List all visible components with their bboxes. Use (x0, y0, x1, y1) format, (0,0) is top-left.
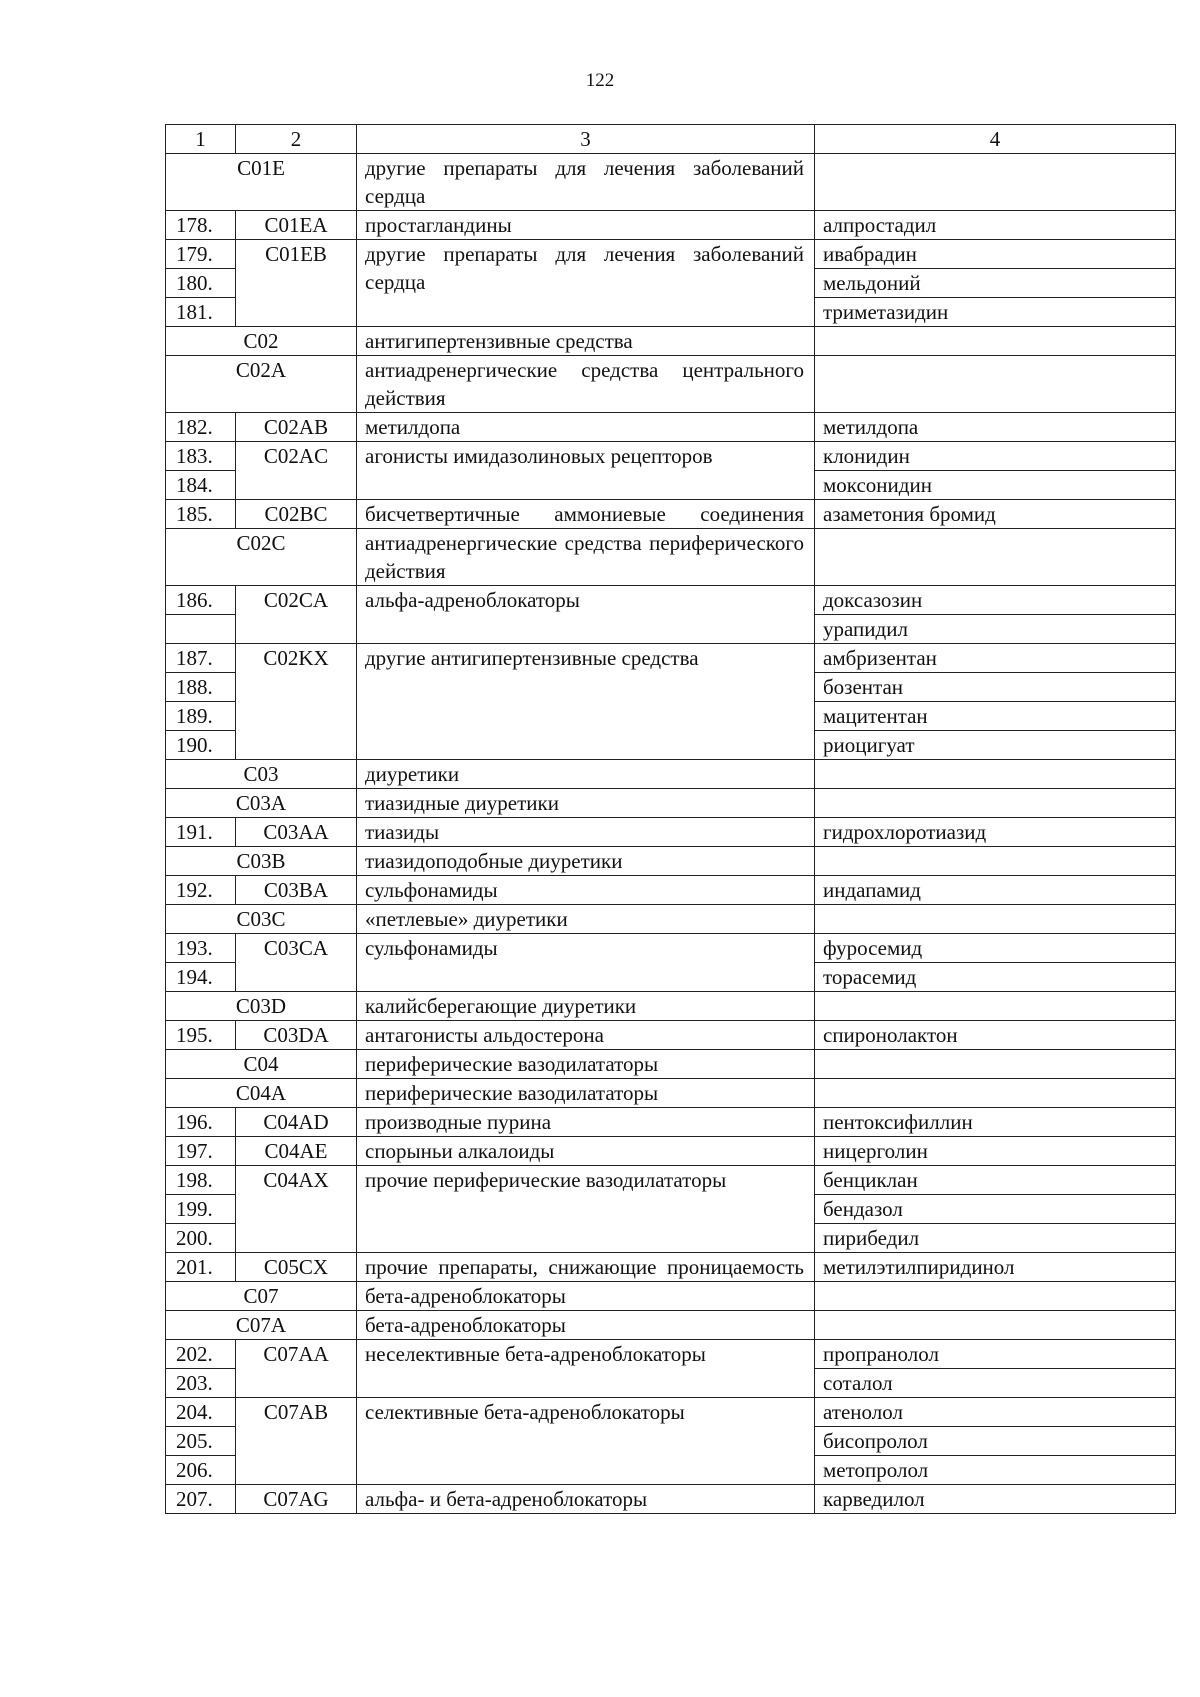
column-header: 3 (357, 125, 815, 154)
column-header: 1 (166, 125, 236, 154)
group-row (166, 1311, 1176, 1340)
row-number: 184. (166, 471, 236, 500)
drug-name: метопролол (815, 1456, 1176, 1485)
group-code: C07 (166, 1282, 357, 1311)
column-header: 4 (815, 125, 1176, 154)
description: бисчетвертичные аммониевые соединения (357, 500, 815, 529)
atc-code: C04AX (236, 1166, 357, 1253)
table-row (166, 1108, 1176, 1137)
drug-name: торасемид (815, 963, 1176, 992)
description: бета-адреноблокаторы (357, 1311, 815, 1340)
description: периферические вазодилататоры (357, 1079, 815, 1108)
group-code: C03B (166, 847, 357, 876)
drug-name: атенолол (815, 1398, 1176, 1427)
table-row (166, 413, 1176, 442)
row-number: 198. (166, 1166, 236, 1195)
drug-name: доксазозин (815, 586, 1176, 615)
atc-code: C03BA (236, 876, 357, 905)
drug-name (815, 992, 1176, 1021)
atc-code: C03DA (236, 1021, 357, 1050)
description: простагландины (357, 211, 815, 240)
group-row (166, 905, 1176, 934)
table-row (166, 1485, 1176, 1514)
group-row (166, 1079, 1176, 1108)
drug-name (815, 356, 1176, 413)
row-number: 180. (166, 269, 236, 298)
row-number: 195. (166, 1021, 236, 1050)
row-number: 190. (166, 731, 236, 760)
row-number: 191. (166, 818, 236, 847)
group-code: C02A (166, 356, 357, 413)
drug-name: бисопролол (815, 1427, 1176, 1456)
drug-name: ницерголин (815, 1137, 1176, 1166)
description: тиазидные диуретики (357, 789, 815, 818)
description: сульфонамиды (357, 876, 815, 905)
description: прочие препараты, снижающие проницаемость (357, 1253, 815, 1282)
group-row (166, 789, 1176, 818)
drug-name: соталол (815, 1369, 1176, 1398)
page-number: 122 (585, 70, 615, 91)
description: другие препараты для лечения заболеваний сердца (357, 240, 815, 327)
description: прочие периферические вазодилататоры (357, 1166, 815, 1253)
drug-name: моксонидин (815, 471, 1176, 500)
drug-name (815, 154, 1176, 211)
row-number: 206. (166, 1456, 236, 1485)
atc-code: C02KX (236, 644, 357, 760)
row-number (166, 615, 236, 644)
group-row (166, 529, 1176, 586)
row-number: 205. (166, 1427, 236, 1456)
group-code: C03D (166, 992, 357, 1021)
group-code: C07A (166, 1311, 357, 1340)
description: производные пурина (357, 1108, 815, 1137)
description: тиазидоподобные диуретики (357, 847, 815, 876)
atc-code: C07AG (236, 1485, 357, 1514)
row-number: 204. (166, 1398, 236, 1427)
description: селективные бета-адреноблокаторы (357, 1398, 815, 1485)
row-number: 182. (166, 413, 236, 442)
row-number: 189. (166, 702, 236, 731)
description: тиазиды (357, 818, 815, 847)
drug-name (815, 529, 1176, 586)
row-number: 197. (166, 1137, 236, 1166)
table-row (166, 442, 1176, 471)
atc-code: C04AE (236, 1137, 357, 1166)
drug-name (815, 1311, 1176, 1340)
group-code: C03 (166, 760, 357, 789)
description: альфа- и бета-адреноблокаторы (357, 1485, 815, 1514)
row-number: 201. (166, 1253, 236, 1282)
description: альфа-адреноблокаторы (357, 586, 815, 644)
atc-code: C02AC (236, 442, 357, 500)
table-row (166, 1398, 1176, 1427)
row-number: 199. (166, 1195, 236, 1224)
description: метилдопа (357, 413, 815, 442)
group-row (166, 1050, 1176, 1079)
drug-name: метилэтилпиридинол (815, 1253, 1176, 1282)
drug-name: карведилол (815, 1485, 1176, 1514)
description: «петлевые» диуретики (357, 905, 815, 934)
description: калийсберегающие диуретики (357, 992, 815, 1021)
description: сульфонамиды (357, 934, 815, 992)
description: спорыньи алкалоиды (357, 1137, 815, 1166)
group-row (166, 154, 1176, 211)
group-row (166, 1282, 1176, 1311)
row-number: 203. (166, 1369, 236, 1398)
description: другие антигипертензивные средства (357, 644, 815, 760)
description: антигипертензивные средства (357, 327, 815, 356)
group-code: C02C (166, 529, 357, 586)
row-number: 186. (166, 586, 236, 615)
table-row (166, 1021, 1176, 1050)
drug-name: алпростадил (815, 211, 1176, 240)
drug-name: индапамид (815, 876, 1176, 905)
row-number: 193. (166, 934, 236, 963)
row-number: 202. (166, 1340, 236, 1369)
drug-name (815, 760, 1176, 789)
atc-code: C02AB (236, 413, 357, 442)
row-number: 183. (166, 442, 236, 471)
drug-name: клонидин (815, 442, 1176, 471)
table-row (166, 934, 1176, 963)
group-code: C04A (166, 1079, 357, 1108)
group-row (166, 327, 1176, 356)
description: антиадренергические средства центрального действия (357, 356, 815, 413)
group-row (166, 356, 1176, 413)
table-row (166, 211, 1176, 240)
table-row (166, 1137, 1176, 1166)
description: неселективные бета-адреноблокаторы (357, 1340, 815, 1398)
table-row (166, 644, 1176, 673)
atc-code: C04AD (236, 1108, 357, 1137)
drug-name: урапидил (815, 615, 1176, 644)
table-row (166, 876, 1176, 905)
drug-name: бенциклан (815, 1166, 1176, 1195)
description: антиадренергические средства периферического действия (357, 529, 815, 586)
drug-name: риоцигуат (815, 731, 1176, 760)
group-code: C01E (166, 154, 357, 211)
drug-name: спиронолактон (815, 1021, 1176, 1050)
drug-name (815, 789, 1176, 818)
atc-code: C07AB (236, 1398, 357, 1485)
row-number: 178. (166, 211, 236, 240)
drug-name: амбризентан (815, 644, 1176, 673)
drug-name (815, 327, 1176, 356)
row-number: 207. (166, 1485, 236, 1514)
atc-code: C02BC (236, 500, 357, 529)
atc-code: C05CX (236, 1253, 357, 1282)
atc-code: C01EB (236, 240, 357, 327)
group-row (166, 992, 1176, 1021)
drug-name: мельдоний (815, 269, 1176, 298)
drug-name: метилдопа (815, 413, 1176, 442)
drug-name (815, 847, 1176, 876)
drug-name (815, 1282, 1176, 1311)
drug-name: азаметония бромид (815, 500, 1176, 529)
row-number: 192. (166, 876, 236, 905)
group-row (166, 760, 1176, 789)
table-row (166, 240, 1176, 269)
table-row (166, 1166, 1176, 1195)
row-number: 187. (166, 644, 236, 673)
drug-name: мацитентан (815, 702, 1176, 731)
drug-name: гидрохлоротиазид (815, 818, 1176, 847)
drug-name (815, 1079, 1176, 1108)
drug-name: триметазидин (815, 298, 1176, 327)
group-code: C02 (166, 327, 357, 356)
group-code: C03C (166, 905, 357, 934)
column-header: 2 (236, 125, 357, 154)
row-number: 196. (166, 1108, 236, 1137)
table-row (166, 586, 1176, 615)
table-row (166, 500, 1176, 529)
description: периферические вазодилататоры (357, 1050, 815, 1079)
group-row (166, 847, 1176, 876)
atc-code: C03AA (236, 818, 357, 847)
description: бета-адреноблокаторы (357, 1282, 815, 1311)
row-number: 200. (166, 1224, 236, 1253)
drug-name: ивабрадин (815, 240, 1176, 269)
drug-name: пропранолол (815, 1340, 1176, 1369)
drug-name: бозентан (815, 673, 1176, 702)
drug-name: пентоксифиллин (815, 1108, 1176, 1137)
drug-name: фуросемид (815, 934, 1176, 963)
column-header-row (166, 125, 1176, 154)
row-number: 179. (166, 240, 236, 269)
group-code: C04 (166, 1050, 357, 1079)
table-row (166, 1253, 1176, 1282)
description: агонисты имидазолиновых рецепторов (357, 442, 815, 500)
description: диуретики (357, 760, 815, 789)
drug-classification-table (165, 124, 1176, 1514)
table-row (166, 1340, 1176, 1369)
group-code: C03A (166, 789, 357, 818)
atc-code: C01EA (236, 211, 357, 240)
drug-name (815, 1050, 1176, 1079)
row-number: 185. (166, 500, 236, 529)
atc-code: C07AA (236, 1340, 357, 1398)
drug-name: пирибедил (815, 1224, 1176, 1253)
drug-name (815, 905, 1176, 934)
row-number: 188. (166, 673, 236, 702)
table-row (166, 818, 1176, 847)
atc-code: C02CA (236, 586, 357, 644)
table-body (166, 154, 1176, 1514)
row-number: 181. (166, 298, 236, 327)
description: антагонисты альдостерона (357, 1021, 815, 1050)
row-number: 194. (166, 963, 236, 992)
description: другие препараты для лечения заболеваний сердца (357, 154, 815, 211)
atc-code: C03CA (236, 934, 357, 992)
drug-name: бендазол (815, 1195, 1176, 1224)
